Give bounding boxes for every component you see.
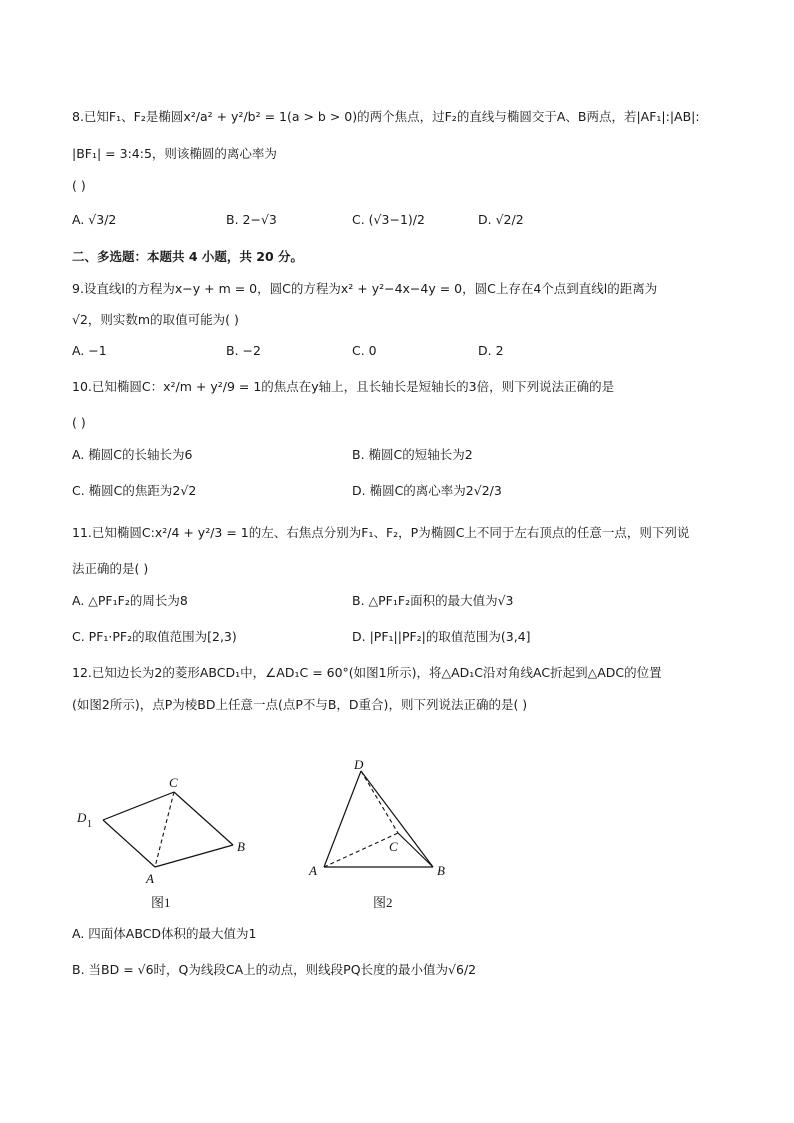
q9-line2: √2，则实数m的取值可能为( ): [72, 312, 239, 327]
fig2-label-b: B: [437, 863, 445, 878]
q8-line2: |BF₁| = 3:4:5，则该椭圆的离心率为: [72, 146, 277, 161]
q8-answer-paren: ( ): [72, 178, 86, 193]
q12-option-a: A. 四面体ABCD体积的最大值为1: [72, 926, 257, 941]
fig2-edge-da: [324, 771, 361, 867]
q9-option-c: C. 0: [352, 343, 377, 358]
q10-option-d: D. 椭圆C的离心率为2√2/3: [352, 483, 502, 498]
fig2-label-a: A: [309, 863, 317, 878]
q12-option-b: B. 当BD = √6时，Q为线段CA上的动点，则线段PQ长度的最小值为√6/2: [72, 962, 477, 977]
q10-option-a: A. 椭圆C的长轴长为6: [72, 447, 193, 462]
q9-option-b: B. −2: [226, 343, 261, 358]
fig2-label-c: C: [389, 839, 398, 854]
q11-option-c: C. PF₁·PF₂的取值范围为[2,3): [72, 629, 237, 644]
fig1-edge-cb: [174, 792, 233, 845]
q10-option-b: B. 椭圆C的短轴长为2: [352, 447, 473, 462]
q8-option-a: A. √3/2: [72, 212, 117, 227]
fig2-edge-cb: [398, 833, 433, 867]
figure-2-caption: 图2: [373, 895, 393, 910]
q9-option-a: A. −1: [72, 343, 107, 358]
section-header-multiple-choice: 二、多选题：本题共 4 小题，共 20 分。: [72, 249, 304, 264]
q8-option-b: B. 2−√3: [226, 212, 277, 227]
q9-line1: 9.设直线l的方程为x−y + m = 0，圆C的方程为x² + y²−4x−4y = 0，圆C上存在4个点到直线l的距离为: [72, 281, 658, 296]
fig1-diagonal-ac: [155, 792, 174, 867]
fig1-label-b: B: [237, 839, 245, 854]
q8-option-d: D. √2/2: [478, 212, 524, 227]
fig1-edge-ba: [155, 845, 233, 867]
q11-line2: 法正确的是( ): [72, 561, 149, 576]
q10-option-c: C. 椭圆C的焦距为2√2: [72, 483, 197, 498]
q12-line1: 12.已知边长为2的菱形ABCD₁中，∠AD₁C = 60°(如图1所示)，将△AD₁C沿对角线AC折起到△ADC的位置: [72, 665, 662, 680]
figure-1-rhombus: [70, 770, 260, 890]
fig1-label-d1-subscript: 1: [87, 819, 92, 830]
q11-option-a: A. △PF₁F₂的周长为8: [72, 593, 188, 608]
q9-option-d: D. 2: [478, 343, 504, 358]
fig1-edge-d1c: [103, 792, 174, 820]
q11-option-d: D. |PF₁||PF₂|的取值范围为(3,4]: [352, 629, 531, 644]
q10-answer-paren: ( ): [72, 415, 86, 430]
fig2-edge-dc-hidden: [361, 771, 398, 833]
fig1-edge-ad1: [103, 820, 155, 867]
q8-option-c: C. (√3−1)/2: [352, 212, 425, 227]
figure-2-tetrahedron: [300, 755, 460, 885]
figure-1-caption: 图1: [151, 895, 171, 910]
q11-option-b: B. △PF₁F₂面积的最大值为√3: [352, 593, 514, 608]
q8-line1: 8.已知F₁、F₂是椭圆x²/a² + y²/b² = 1(a > b > 0)的两个焦点，过F₂的直线与椭圆交于A、B两点，若|AF₁|:|AB|:: [72, 109, 700, 124]
fig1-label-d1: D: [77, 810, 87, 825]
q11-line1: 11.已知椭圆C:x²/4 + y²/3 = 1的左、右焦点分别为F₁、F₂，P为椭圆C上不同于左右顶点的任意一点，则下列说: [72, 525, 690, 540]
fig1-label-a: A: [146, 871, 154, 886]
fig1-label-c: C: [169, 775, 178, 790]
fig2-label-d: D: [354, 757, 364, 772]
q12-line2: (如图2所示)，点P为棱BD上任意一点(点P不与B，D重合)，则下列说法正确的是( ): [72, 697, 528, 712]
q10-line1: 10.已知椭圆C：x²/m + y²/9 = 1的焦点在y轴上，且长轴长是短轴长的3倍，则下列说法正确的是: [72, 379, 615, 394]
